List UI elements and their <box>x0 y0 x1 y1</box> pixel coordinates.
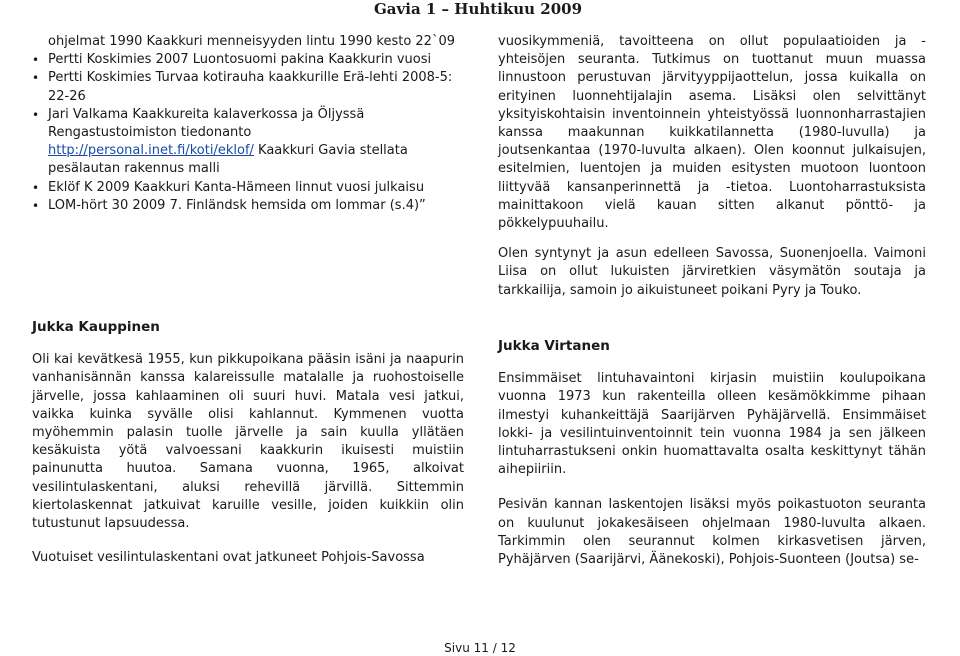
reference-item: • LOM-hört 30 2009 7. Finländsk hemsida om lommar (s.4)” <box>32 197 464 215</box>
body-paragraph: Vuotuiset vesilintulaskentani ovat jatkuneet Pohjois-Savossa <box>32 550 425 566</box>
body-paragraph: Olen syntynyt ja asun edelleen Savossa, Suonenjoella. Vaimoni Liisa on ollut lukuisten järviretkien väsymätön soutaja ja tarkkailija, samoin jo aikuistuneet poikani Pyry ja Touko. <box>498 246 926 298</box>
reference-item: ohjelmat 1990 Kaakkuri menneisyyden lintu 1990 kesto 22`09 <box>48 34 455 49</box>
body-paragraph: Oli kai kevätkesä 1955, kun pikkupoikana pääsin isäni ja naapurin vanhanisännän kanssa kalareissulle matalalle ja ruohostoiselle järvelle, jossa kahlaaminen oli suuri huvi. Matala vesi jatkui, vaikka kuinka syvälle olisi kahlannut. Kymmenen vuotta myöhemmin palasin tuolle järvelle ja sain kuulla yllätäen kesäkuista yötä valvoessani kaakkurin ikuisesti muistiin painunutta huutoa. Samana vuonna, 1965, alkoivat vesilintulaskentani, aluksi rehevillä järvillä. Sittemmin kiertolaskennat jatkuivat karuille vesille, joiden kuikkiin olin tutustunut lapsuudessa. <box>32 352 464 532</box>
left-column <box>32 33 464 215</box>
author-name: Jukka Kauppinen <box>32 319 160 335</box>
reference-item: • Jari Valkama Kaakkureita kalaverkossa ja Öljyssä Rengastustoimiston tiedonanto <box>32 106 464 142</box>
reference-item: • Eklöf K 2009 Kaakkuri Kanta-Hämeen linnut vuosi julkaisu <box>32 179 464 197</box>
author-section-virtanen <box>498 337 926 569</box>
page-header: Gavia 1 – Huhtikuu 2009 <box>374 0 583 18</box>
right-column <box>498 33 926 300</box>
reference-item: • Pertti Koskimies Turvaa kotirauha kaakkurille Erä-lehti 2008-5: 22-26 <box>32 69 464 105</box>
page-number: Sivu 11 / 12 <box>444 641 516 655</box>
reference-list <box>32 33 464 215</box>
reference-link[interactable]: http://personal.inet.fi/koti/eklof/ <box>48 143 254 159</box>
author-name: Jukka Virtanen <box>498 338 610 354</box>
reference-item: • Pertti Koskimies 2007 Luontosuomi pakina Kaakkurin vuosi <box>32 51 464 69</box>
reference-item-with-link <box>32 142 464 178</box>
body-paragraph: Ensimmäiset lintuhavaintoni kirjasin muistiin koulupoikana vuonna 1973 kun rakenteilla olleen kesämökkimme pihaan ilmestyi kuhankeittäjä Saarijärven Pyhäjärvellä. Ensimmäiset lokki- ja vesilintuinventoinnit tein vuonna 1984 ja sen jälkeen lintuharrastukseni onkin huomattavalta osalta keskittynyt tähän aihepiiriin. <box>498 371 926 478</box>
body-paragraph: vuosikymmeniä, tavoitteena on ollut populaatioiden ja -yhteisöjen seuranta. Tutkimus on tuottanut muun muassa linnustoon perustuvan järvityyppijaottelun, jossa kuikalla on erityinen luonnehtijalajin asema. Lisäksi olen selvittänyt yksityiskohtaisin inventoinnein yhteistyössä luonnonharrastajien kanssa maakunnan kuikkatilannetta (1980-luvulla) ja joutsenkantaa (1970-luvulta alkaen). Olen koonnut julkaisujen, esitelmien, luentojen ja muiden esitysten muotoon luontoon liittyvää kansanperinnettä ja -tietoa. Luontoharrastuksista mainittakoon vielä kauan sitten alkanut pönttö- ja pökkelypuuhailu. <box>498 34 926 232</box>
author-section-kauppinen <box>32 318 464 567</box>
body-paragraph: Pesivän kannan laskentojen lisäksi myös poikastuoton seuranta on kuulunut jokakesäiseen ohjelmaan 1980-luvulta alkaen. Tarkimmin olen seurannut kolmen kirkasvetisen järven, Pyhäjärven (Saarijärvi, Äänekoski), Pohjois-Suonteen (Joutsa) se- <box>498 497 926 568</box>
reference-text: Kaakkuri Gavia stellata pesälautan rakennus malli <box>48 143 408 177</box>
